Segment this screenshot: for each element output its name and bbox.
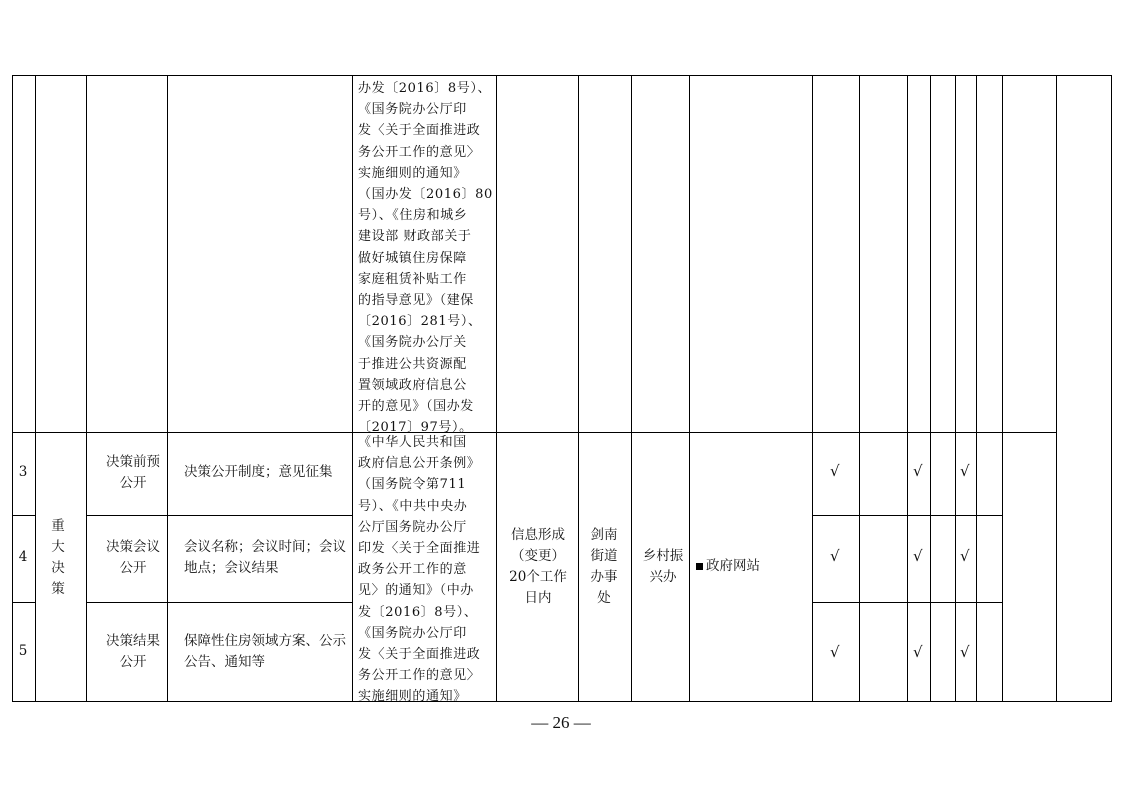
basis-text-bottom: [358, 432, 498, 708]
basis-line: 《国务院办公厅印: [358, 102, 467, 118]
disclosure-subject: 决策结果公开: [106, 632, 160, 670]
col-divider: [955, 76, 956, 701]
col-divider: [167, 76, 168, 701]
basis-line: 置领域政府信息公: [358, 377, 467, 393]
row-number: 3: [18, 464, 28, 480]
basis-line: 《中华人民共和国: [358, 435, 467, 450]
col-divider: [859, 76, 860, 701]
col-divider: [352, 76, 353, 701]
row-divider: [812, 515, 1002, 516]
check-mark: √: [913, 462, 923, 480]
col-divider: [86, 76, 87, 701]
basis-line: 〔2016〕281号）、: [358, 314, 482, 330]
check-mark: √: [830, 643, 840, 661]
basis-line: 实施细则的通知》: [358, 689, 467, 705]
disclosure-content: 会议名称；会议时间；会议地点；会议结果: [184, 538, 346, 576]
basis-line: 号）、《住房和城乡: [358, 208, 468, 224]
check-mark: √: [913, 547, 923, 565]
basis-line: 务公开工作的意见〉: [358, 668, 481, 684]
check-mark: √: [960, 462, 970, 480]
channel-label: 政府网站: [706, 558, 760, 574]
basis-line: 做好城镇住房保障: [358, 250, 467, 266]
col-divider: [1002, 76, 1003, 701]
square-bullet-icon: [696, 563, 703, 570]
basis-line: 家庭租赁补贴工作: [358, 271, 467, 287]
disclosure-subject: 决策前预公开: [106, 453, 160, 491]
check-mark: √: [830, 462, 840, 480]
basis-line: 的指导意见》（建保: [358, 293, 474, 309]
row-divider: [812, 602, 1002, 603]
basis-line: 政府信息公开条例》: [358, 456, 481, 472]
basis-line: 政务公开工作的意: [358, 562, 467, 578]
col-divider: [930, 76, 931, 701]
basis-line: 发〈关于全面推进政: [358, 123, 481, 139]
check-mark: √: [913, 643, 923, 661]
responsible-agency: 剑南街道办事处: [590, 526, 618, 606]
basis-line: 实施细则的通知》: [358, 165, 467, 181]
check-mark: √: [830, 547, 840, 565]
col-divider: [976, 76, 977, 701]
responsible-office: 乡村振兴办: [642, 547, 684, 585]
check-mark: √: [960, 547, 970, 565]
disclosure-channel: [692, 431, 812, 702]
row-number: 5: [18, 643, 28, 659]
page-number: — 26 —: [531, 713, 591, 732]
col-divider: [907, 76, 908, 701]
basis-line: 办发〔2016〕8号）、: [358, 81, 492, 96]
col-divider: [1056, 76, 1057, 701]
basis-line: 《国务院办公厅关: [358, 335, 467, 351]
basis-line: 务公开工作的意见〉: [358, 144, 481, 160]
time-limit: 信息形成（变更）20个工作日内: [509, 526, 567, 606]
basis-line: 印发〈关于全面推进: [358, 541, 481, 557]
basis-line: 发〔2016〕8号）、: [358, 604, 478, 620]
col-divider: [35, 76, 36, 701]
basis-text-top: [358, 78, 498, 438]
check-mark: √: [960, 643, 970, 661]
col-divider: [578, 76, 579, 701]
col-divider: [812, 76, 813, 701]
disclosure-content: 决策公开制度；意见征集: [184, 464, 333, 480]
basis-line: 《国务院办公厅印: [358, 625, 467, 641]
basis-line: 建设部 财政部关于: [358, 229, 472, 245]
basis-line: 号）、《中共中央办: [358, 498, 468, 514]
basis-line: 发〈关于全面推进政: [358, 647, 481, 663]
col-divider: [631, 76, 632, 701]
basis-line: 见〉的通知》（中办: [358, 583, 474, 599]
row-number: 4: [18, 549, 28, 565]
basis-line: 公厅国务院办公厅: [358, 519, 467, 535]
basis-line: （国务院令第711: [358, 477, 467, 493]
disclosure-content: 保障性住房领域方案、公示公告、通知等: [184, 632, 346, 670]
basis-line: 〔2017〕97号）。: [358, 420, 473, 436]
disclosure-subject: 决策会议公开: [106, 538, 160, 576]
basis-line: （国办发〔2016〕80: [358, 187, 493, 203]
basis-line: 于推进公共资源配: [358, 356, 467, 372]
category-label: 重大决策: [51, 517, 65, 597]
basis-line: 开的意见》（国办发: [358, 399, 474, 415]
